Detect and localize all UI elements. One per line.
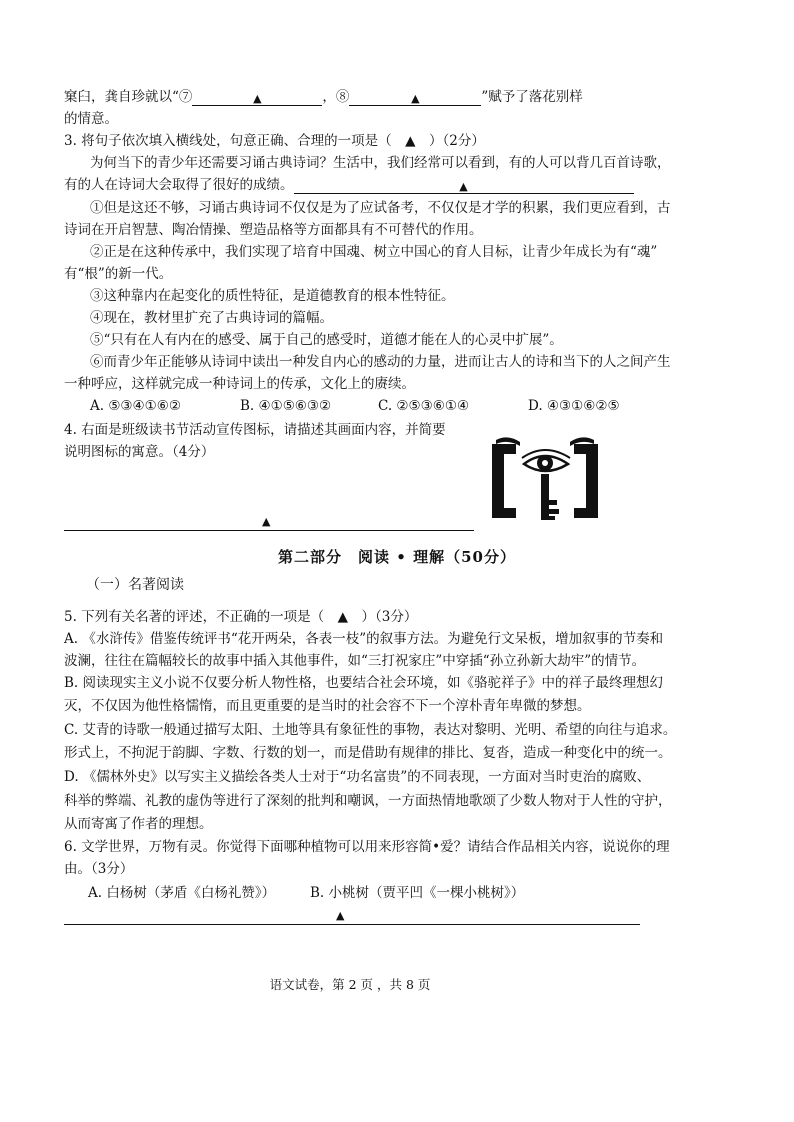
subsection-title: （一）名著阅读	[86, 577, 184, 593]
q5-stem: 5. 下列有关名著的评述，不正确的一项是（ ▲ ）（3分）	[64, 609, 418, 625]
q3-stem: 3. 将句子依次填入横线处，句意正确、合理的一项是（ ▲ ）（2分）	[64, 133, 485, 149]
q5-option-d-3: 从而寄寓了作者的理想。	[64, 816, 213, 832]
q3-sentence-4: ④现在，教材里扩充了古典诗词的篇幅。	[90, 310, 333, 326]
q3-option-d: D. ④③①⑥②⑤	[528, 398, 620, 414]
q3-passage-1: 为何当下的青少年还需要习诵古典诗词？生活中，我们经常可以看到，有的人可以背几百首诗歌，	[90, 155, 671, 171]
q3-sentence-6a: ⑥而青少年正能够从诗词中读出一种发自内心的感动的力量，进而让古人的诗和当下的人之间产生	[90, 354, 671, 370]
q5-option-b-1: B. 阅读现实主义小说不仅要分析人物性格，也要结合社会环境，如《骆驼祥子》中的祥子最终理想幻	[64, 675, 664, 691]
q4-answer-line	[64, 530, 474, 531]
q5-option-d-2: 科举的弊端、礼教的虚伪等进行了深刻的批判和嘲讽，一方面热情地歌颂了少数人物对于人性的守护，	[64, 793, 672, 809]
q2-line-1	[64, 88, 583, 106]
q2-sep: ，⑧	[322, 89, 350, 105]
q3-option-a: A. ⑤③④①⑥②	[90, 398, 181, 414]
q5-option-c-1: C. 艾青的诗歌一般通过描写太阳、土地等具有象征性的事物，表达对黎明、光明、希望的向往与追求。	[64, 722, 677, 738]
q5-option-d-1: D. 《儒林外史》以写实主义描绘各类人士对于“功名富贵”的不同表现，一方面对当时吏治的腐败、	[64, 769, 651, 785]
page-footer: 语文试卷，第 2 页 ，共 8 页	[269, 977, 431, 992]
q3-blank	[294, 177, 634, 194]
q2-prefix: 窠臼，龚自珍就以“⑦	[64, 89, 193, 105]
book-eye-key-icon	[486, 430, 604, 530]
blank-7-mark: ▲	[253, 92, 262, 105]
blank-8-mark: ▲	[411, 92, 420, 105]
section-title: 第二部分 阅读 • 理解（50分）	[278, 548, 516, 566]
q6-option-a: A. 白杨树（茅盾《白杨礼赞》）	[88, 885, 276, 901]
q3-option-c: C. ②⑤③⑥①④	[378, 398, 470, 414]
q4-answer-mark: ▲	[262, 515, 271, 528]
q3-sentence-2a: ②正是在这种传承中，我们实现了培育中国魂、树立中国心的育人目标，让青少年成长为有“魂”	[90, 244, 658, 260]
q2-line-2: 的情意。	[64, 111, 118, 127]
q3-sentence-1a: ①但是这还不够，习诵古典诗词不仅仅是为了应试备考，不仅仅是才学的积累，我们更应看到，古	[90, 200, 671, 216]
q3-option-b: B. ④①⑤⑥③②	[240, 398, 332, 414]
q5-option-a-2: 波澜，往往在篇幅较长的故事中插入其他事件，如“三打祝家庄”中穿插“孙立孙新大劫牢”的情节。	[64, 653, 646, 669]
q4-stem-2: 说明图标的寓意。（4分）	[64, 444, 215, 460]
q5-option-c-2: 形式上，不拘泥于韵脚、字数、行数的划一，而是借助有规律的排比、复沓，造成一种变化中的统一。	[64, 745, 672, 761]
q3-sentence-1b: 诗词在开启智慧、陶冶情操、塑造品格等方面都具有不可替代的作用。	[64, 222, 483, 238]
q5-option-a-1: A. 《水浒传》借鉴传统评书“花开两朵，各表一枝”的叙事方法。为避免行文呆板，增加叙事的节奏和	[64, 631, 664, 647]
q6-answer-mark: ▲	[336, 909, 345, 922]
q5-option-b-2: 灭，不仅因为他性格懦惰，而且更重要的是当时的社会容不下一个淳朴青年卑微的梦想。	[64, 698, 591, 714]
q6-stem-2: 由。（3分）	[64, 861, 134, 877]
q3-sentence-3: ③这种靠内在起变化的质性特征，是道德教育的根本性特征。	[90, 288, 455, 304]
q3-sentence-6b: 一种呼应，这样就完成一种诗词上的传承，文化上的赓续。	[64, 376, 415, 392]
q3-blank-mark: ▲	[459, 180, 468, 193]
q3-passage-2	[64, 176, 634, 194]
q6-stem-1: 6. 文学世界，万物有灵。你觉得下面哪种植物可以用来形容简•爱？请结合作品相关内容，说说你的理	[64, 839, 670, 855]
q6-answer-line	[64, 924, 640, 925]
q4-stem-1: 4. 右面是班级读书节活动宣传图标，请描述其画面内容，并简要	[64, 422, 446, 438]
blank-7	[192, 89, 322, 106]
q6-option-b: B. 小桃树（贾平凹《一棵小桃树》）	[310, 885, 525, 901]
q3-passage-2-text: 有的人在诗词大会取得了很好的成绩。	[64, 177, 294, 193]
q2-suffix: ”赋予了落花别样	[481, 89, 583, 105]
q3-sentence-2b: 有“根”的新一代。	[64, 266, 173, 282]
q3-sentence-5: ⑤“只有在人有内在的感受、属于自己的感受时，道德才能在人的心灵中扩展”。	[90, 332, 563, 348]
blank-8	[349, 89, 481, 106]
